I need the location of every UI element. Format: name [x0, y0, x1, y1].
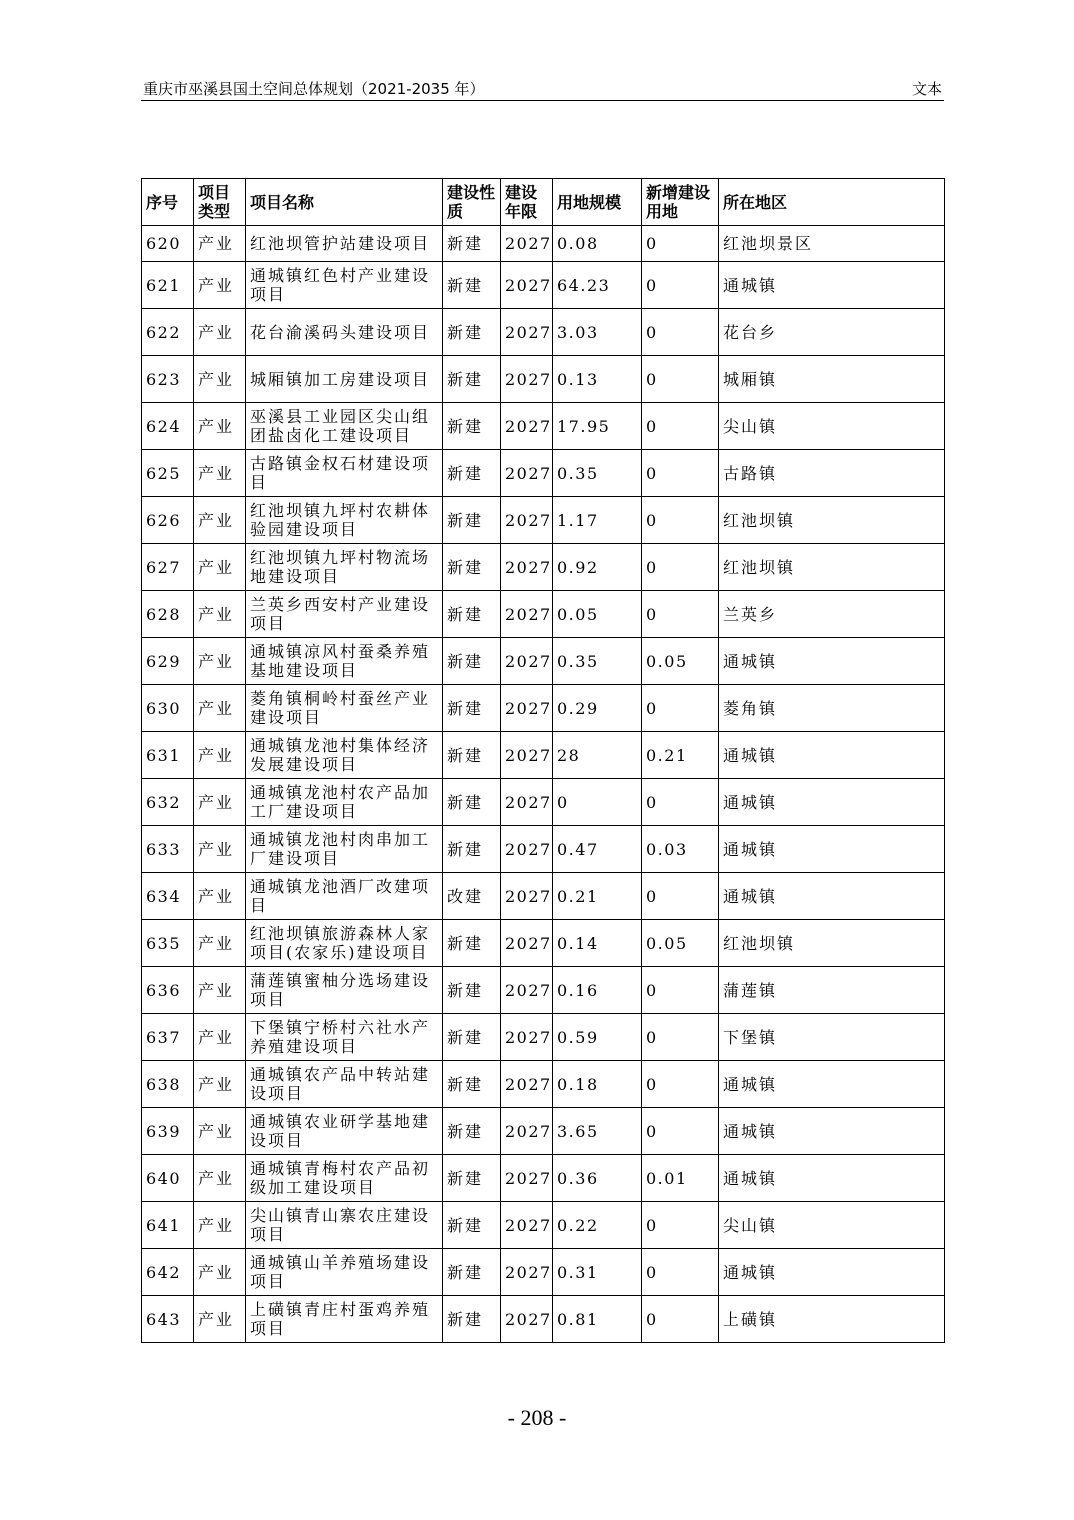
col-header-no: 序号	[142, 179, 194, 226]
cell-scale: 0.21	[553, 873, 642, 920]
cell-year: 2027	[501, 1249, 553, 1296]
cell-name: 通城镇红色村产业建设项目	[246, 262, 443, 309]
cell-year: 2027	[501, 591, 553, 638]
cell-year: 2027	[501, 826, 553, 873]
project-table	[141, 178, 945, 1343]
cell-year: 2027	[501, 638, 553, 685]
cell-year: 2027	[501, 309, 553, 356]
cell-type: 产业	[194, 1108, 246, 1155]
cell-type: 产业	[194, 356, 246, 403]
cell-scale: 0.31	[553, 1249, 642, 1296]
cell-nature: 新建	[443, 826, 501, 873]
cell-nature: 新建	[443, 262, 501, 309]
page-number: - 208 -	[507, 1405, 567, 1430]
cell-scale: 3.03	[553, 309, 642, 356]
cell-type: 产业	[194, 262, 246, 309]
cell-area: 城厢镇	[719, 356, 945, 403]
cell-nature: 新建	[443, 685, 501, 732]
cell-area: 古路镇	[719, 450, 945, 497]
cell-scale: 0.47	[553, 826, 642, 873]
cell-new-land: 0	[642, 497, 719, 544]
cell-year: 2027	[501, 732, 553, 779]
cell-type: 产业	[194, 1202, 246, 1249]
table-body	[142, 226, 945, 1343]
cell-year: 2027	[501, 1014, 553, 1061]
cell-no: 626	[142, 497, 194, 544]
cell-scale: 0.05	[553, 591, 642, 638]
table-row	[142, 1014, 945, 1061]
cell-new-land: 0.21	[642, 732, 719, 779]
cell-no: 634	[142, 873, 194, 920]
cell-nature: 新建	[443, 1249, 501, 1296]
cell-name: 兰英乡西安村产业建设项目	[246, 591, 443, 638]
cell-type: 产业	[194, 920, 246, 967]
cell-name: 巫溪县工业园区尖山组团盐卤化工建设项目	[246, 403, 443, 450]
cell-year: 2027	[501, 967, 553, 1014]
table-row	[142, 1108, 945, 1155]
page-header	[141, 76, 944, 101]
cell-area: 通城镇	[719, 1108, 945, 1155]
cell-area: 红池坝镇	[719, 544, 945, 591]
cell-nature: 新建	[443, 1108, 501, 1155]
cell-scale: 28	[553, 732, 642, 779]
cell-name: 城厢镇加工房建设项目	[246, 356, 443, 403]
cell-name: 通城镇农产品中转站建设项目	[246, 1061, 443, 1108]
cell-name: 通城镇龙池酒厂改建项目	[246, 873, 443, 920]
cell-nature: 新建	[443, 1061, 501, 1108]
cell-year: 2027	[501, 1108, 553, 1155]
cell-name: 下堡镇宁桥村六社水产养殖建设项目	[246, 1014, 443, 1061]
cell-year: 2027	[501, 226, 553, 262]
table-row	[142, 685, 945, 732]
cell-area: 尖山镇	[719, 403, 945, 450]
cell-scale: 17.95	[553, 403, 642, 450]
cell-type: 产业	[194, 967, 246, 1014]
cell-area: 红池坝镇	[719, 920, 945, 967]
cell-scale: 0.14	[553, 920, 642, 967]
table-row	[142, 591, 945, 638]
cell-nature: 新建	[443, 1202, 501, 1249]
cell-name: 菱角镇桐岭村蚕丝产业建设项目	[246, 685, 443, 732]
cell-name: 通城镇龙池村肉串加工厂建设项目	[246, 826, 443, 873]
cell-no: 642	[142, 1249, 194, 1296]
cell-name: 花台渝溪码头建设项目	[246, 309, 443, 356]
cell-scale: 0.92	[553, 544, 642, 591]
cell-area: 通城镇	[719, 1155, 945, 1202]
cell-type: 产业	[194, 591, 246, 638]
cell-scale: 0.08	[553, 226, 642, 262]
cell-scale: 64.23	[553, 262, 642, 309]
cell-nature: 新建	[443, 638, 501, 685]
cell-new-land: 0	[642, 403, 719, 450]
cell-scale: 0.18	[553, 1061, 642, 1108]
cell-name: 通城镇青梅村农产品初级加工建设项目	[246, 1155, 443, 1202]
cell-name: 红池坝管护站建设项目	[246, 226, 443, 262]
cell-scale: 0.22	[553, 1202, 642, 1249]
cell-new-land: 0	[642, 1014, 719, 1061]
cell-area: 通城镇	[719, 873, 945, 920]
cell-name: 通城镇山羊养殖场建设项目	[246, 1249, 443, 1296]
cell-nature: 新建	[443, 779, 501, 826]
table-row	[142, 450, 945, 497]
cell-new-land: 0.05	[642, 920, 719, 967]
table-row	[142, 497, 945, 544]
cell-type: 产业	[194, 732, 246, 779]
cell-new-land: 0	[642, 1249, 719, 1296]
table-row	[142, 1202, 945, 1249]
cell-no: 628	[142, 591, 194, 638]
cell-new-land: 0	[642, 356, 719, 403]
cell-new-land: 0.05	[642, 638, 719, 685]
cell-year: 2027	[501, 497, 553, 544]
cell-area: 上磺镇	[719, 1296, 945, 1343]
table-row	[142, 1249, 945, 1296]
cell-type: 产业	[194, 826, 246, 873]
cell-scale: 0.36	[553, 1155, 642, 1202]
table-row	[142, 967, 945, 1014]
table-row	[142, 309, 945, 356]
table-row	[142, 1155, 945, 1202]
cell-area: 兰英乡	[719, 591, 945, 638]
cell-name: 红池坝镇九坪村农耕体验园建设项目	[246, 497, 443, 544]
cell-no: 630	[142, 685, 194, 732]
table-header-row	[142, 179, 945, 226]
cell-name: 蒲莲镇蜜柚分选场建设项目	[246, 967, 443, 1014]
cell-name: 古路镇金权石材建设项目	[246, 450, 443, 497]
cell-scale: 0.81	[553, 1296, 642, 1343]
cell-no: 639	[142, 1108, 194, 1155]
cell-new-land: 0.01	[642, 1155, 719, 1202]
cell-scale: 1.17	[553, 497, 642, 544]
cell-nature: 新建	[443, 544, 501, 591]
cell-name: 通城镇农业研学基地建设项目	[246, 1108, 443, 1155]
table-row	[142, 920, 945, 967]
cell-type: 产业	[194, 544, 246, 591]
cell-area: 下堡镇	[719, 1014, 945, 1061]
cell-type: 产业	[194, 226, 246, 262]
cell-scale: 0.13	[553, 356, 642, 403]
cell-new-land: 0	[642, 1108, 719, 1155]
cell-year: 2027	[501, 1155, 553, 1202]
table-row	[142, 1061, 945, 1108]
cell-scale: 0.35	[553, 450, 642, 497]
cell-nature: 新建	[443, 226, 501, 262]
cell-name: 上磺镇青庄村蛋鸡养殖项目	[246, 1296, 443, 1343]
cell-area: 尖山镇	[719, 1202, 945, 1249]
cell-type: 产业	[194, 638, 246, 685]
cell-year: 2027	[501, 779, 553, 826]
cell-nature: 新建	[443, 450, 501, 497]
col-header-name: 项目名称	[246, 179, 443, 226]
cell-no: 636	[142, 967, 194, 1014]
cell-name: 红池坝镇旅游森林人家项目(农家乐)建设项目	[246, 920, 443, 967]
cell-area: 红池坝景区	[719, 226, 945, 262]
cell-type: 产业	[194, 1155, 246, 1202]
cell-name: 通城镇龙池村集体经济发展建设项目	[246, 732, 443, 779]
cell-new-land: 0	[642, 873, 719, 920]
cell-scale: 0.16	[553, 967, 642, 1014]
cell-no: 620	[142, 226, 194, 262]
cell-scale: 0.29	[553, 685, 642, 732]
cell-new-land: 0	[642, 1202, 719, 1249]
cell-nature: 新建	[443, 403, 501, 450]
cell-name: 通城镇凉风村蚕桑养殖基地建设项目	[246, 638, 443, 685]
col-header-area: 所在地区	[719, 179, 945, 226]
col-header-type: 项目类型	[194, 179, 246, 226]
cell-scale: 0.59	[553, 1014, 642, 1061]
table-row	[142, 226, 945, 262]
cell-new-land: 0	[642, 544, 719, 591]
cell-area: 通城镇	[719, 638, 945, 685]
cell-scale: 3.65	[553, 1108, 642, 1155]
cell-type: 产业	[194, 1296, 246, 1343]
cell-year: 2027	[501, 1061, 553, 1108]
cell-new-land: 0	[642, 779, 719, 826]
cell-no: 633	[142, 826, 194, 873]
cell-no: 627	[142, 544, 194, 591]
cell-area: 通城镇	[719, 262, 945, 309]
cell-year: 2027	[501, 544, 553, 591]
cell-area: 通城镇	[719, 1061, 945, 1108]
col-header-scale: 用地规模	[553, 179, 642, 226]
cell-year: 2027	[501, 873, 553, 920]
cell-no: 629	[142, 638, 194, 685]
cell-new-land: 0	[642, 1061, 719, 1108]
cell-nature: 新建	[443, 967, 501, 1014]
table-row	[142, 544, 945, 591]
table-row	[142, 403, 945, 450]
cell-no: 621	[142, 262, 194, 309]
table-row	[142, 779, 945, 826]
table-row	[142, 1296, 945, 1343]
cell-new-land: 0.03	[642, 826, 719, 873]
cell-new-land: 0	[642, 967, 719, 1014]
cell-nature: 新建	[443, 732, 501, 779]
cell-area: 菱角镇	[719, 685, 945, 732]
table-row	[142, 638, 945, 685]
cell-new-land: 0	[642, 450, 719, 497]
cell-year: 2027	[501, 1296, 553, 1343]
cell-type: 产业	[194, 403, 246, 450]
table-row	[142, 873, 945, 920]
cell-year: 2027	[501, 450, 553, 497]
document-title: 重庆市巫溪县国土空间总体规划（2021-2035 年）	[143, 80, 485, 98]
table-row	[142, 732, 945, 779]
cell-name: 通城镇龙池村农产品加工厂建设项目	[246, 779, 443, 826]
cell-no: 622	[142, 309, 194, 356]
table-row	[142, 356, 945, 403]
cell-area: 花台乡	[719, 309, 945, 356]
cell-year: 2027	[501, 356, 553, 403]
cell-new-land: 0	[642, 1296, 719, 1343]
cell-type: 产业	[194, 497, 246, 544]
cell-new-land: 0	[642, 309, 719, 356]
cell-no: 624	[142, 403, 194, 450]
cell-year: 2027	[501, 920, 553, 967]
cell-year: 2027	[501, 403, 553, 450]
col-header-new-land: 新增建设用地	[642, 179, 719, 226]
cell-nature: 新建	[443, 1014, 501, 1061]
cell-area: 通城镇	[719, 779, 945, 826]
cell-area: 通城镇	[719, 1249, 945, 1296]
cell-new-land: 0	[642, 591, 719, 638]
col-header-year: 建设年限	[501, 179, 553, 226]
cell-nature: 新建	[443, 309, 501, 356]
col-header-nature: 建设性质	[443, 179, 501, 226]
cell-no: 641	[142, 1202, 194, 1249]
cell-no: 623	[142, 356, 194, 403]
document-section: 文本	[911, 80, 942, 98]
cell-year: 2027	[501, 685, 553, 732]
cell-type: 产业	[194, 685, 246, 732]
cell-new-land: 0	[642, 262, 719, 309]
cell-type: 产业	[194, 1249, 246, 1296]
cell-scale: 0.35	[553, 638, 642, 685]
cell-no: 643	[142, 1296, 194, 1343]
table-row	[142, 826, 945, 873]
cell-area: 蒲莲镇	[719, 967, 945, 1014]
cell-no: 632	[142, 779, 194, 826]
cell-type: 产业	[194, 450, 246, 497]
cell-nature: 新建	[443, 1296, 501, 1343]
cell-type: 产业	[194, 873, 246, 920]
cell-nature: 新建	[443, 1155, 501, 1202]
cell-nature: 新建	[443, 497, 501, 544]
cell-no: 638	[142, 1061, 194, 1108]
cell-type: 产业	[194, 1014, 246, 1061]
cell-nature: 改建	[443, 873, 501, 920]
cell-nature: 新建	[443, 920, 501, 967]
cell-no: 635	[142, 920, 194, 967]
cell-new-land: 0	[642, 226, 719, 262]
cell-area: 红池坝镇	[719, 497, 945, 544]
cell-scale: 0	[553, 779, 642, 826]
cell-year: 2027	[501, 262, 553, 309]
cell-nature: 新建	[443, 591, 501, 638]
table-row	[142, 262, 945, 309]
cell-no: 631	[142, 732, 194, 779]
cell-no: 625	[142, 450, 194, 497]
cell-type: 产业	[194, 779, 246, 826]
cell-name: 尖山镇青山寨农庄建设项目	[246, 1202, 443, 1249]
cell-new-land: 0	[642, 685, 719, 732]
cell-type: 产业	[194, 309, 246, 356]
cell-name: 红池坝镇九坪村物流场地建设项目	[246, 544, 443, 591]
cell-no: 640	[142, 1155, 194, 1202]
cell-nature: 新建	[443, 356, 501, 403]
cell-area: 通城镇	[719, 732, 945, 779]
cell-year: 2027	[501, 1202, 553, 1249]
cell-area: 通城镇	[719, 826, 945, 873]
cell-type: 产业	[194, 1061, 246, 1108]
cell-no: 637	[142, 1014, 194, 1061]
